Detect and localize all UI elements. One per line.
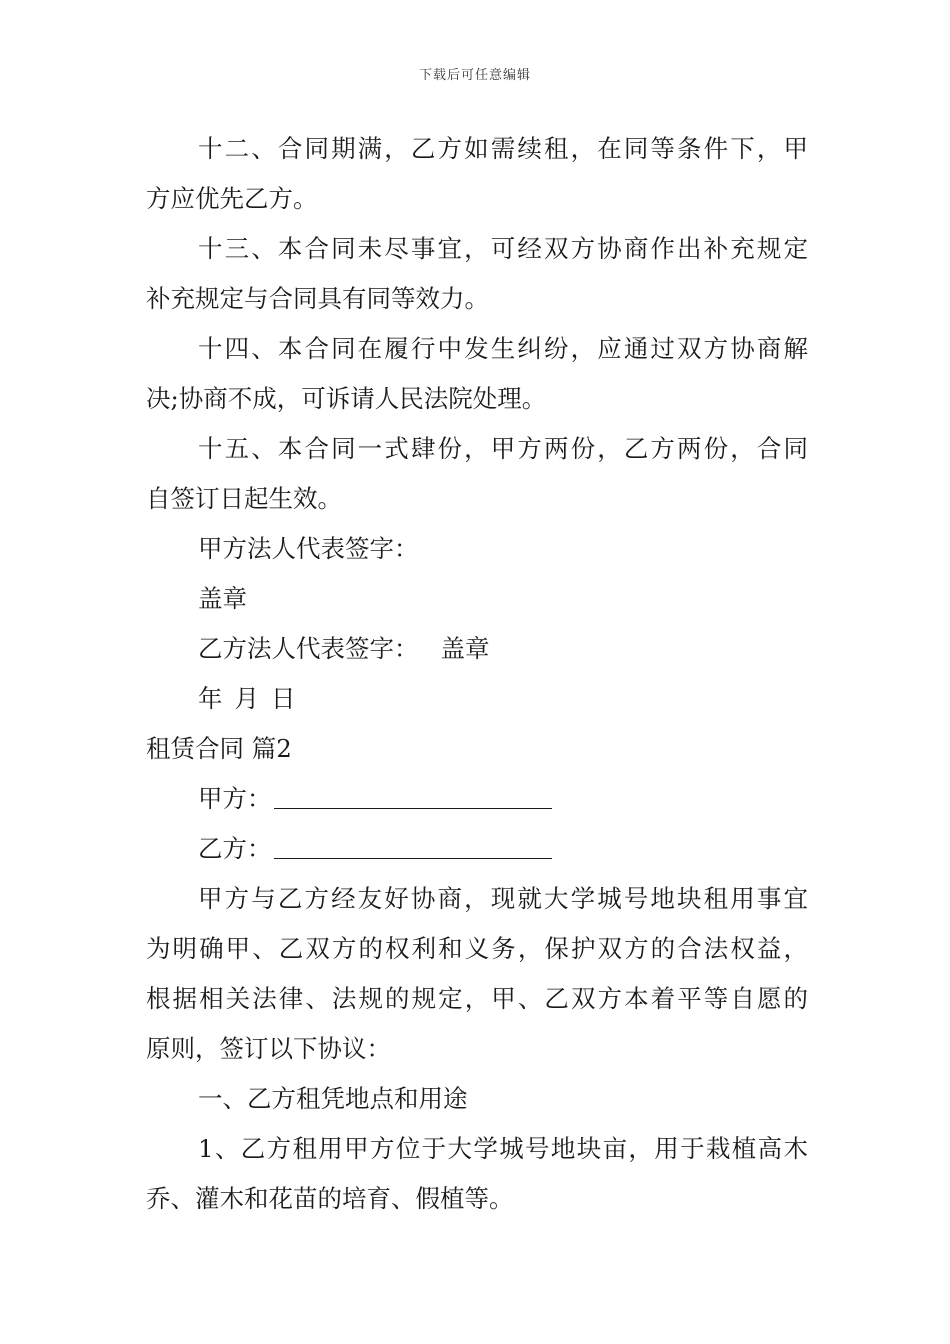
signature-party-a: 甲方法人代表签字：	[198, 534, 419, 563]
party-b-row	[146, 824, 808, 874]
document-body	[146, 124, 808, 1224]
party-a-blank	[274, 780, 552, 809]
intro-line-1: 甲方与乙方经友好协商，现就大学城号地块租用事宜	[198, 884, 808, 913]
section-title: 租赁合同 篇2	[146, 734, 292, 763]
intro-line-2: 为明确甲、乙双方的权利和义务，保护双方的合法权益，	[146, 934, 808, 963]
signature-party-b: 乙方法人代表签字：	[198, 634, 419, 663]
clause-15-line-2: 自签订日起生效。	[146, 484, 342, 513]
item-1-line-1: 1、乙方租用甲方位于大学城号地块亩，用于栽植高木	[198, 1134, 808, 1163]
date-year: 年	[198, 684, 223, 713]
clause-12-line-1: 十二、合同期满，乙方如需续租，在同等条件下，甲	[198, 134, 808, 163]
party-a-row	[146, 774, 808, 824]
item-heading: 一、乙方租凭地点和用途	[198, 1084, 468, 1113]
date-day: 日	[271, 684, 296, 713]
seal-party-a: 盖章	[198, 584, 247, 613]
item-1-line-2: 乔、灌木和花苗的培育、假植等。	[146, 1184, 514, 1213]
date-month: 月	[234, 684, 259, 713]
signature-party-b-row	[146, 624, 808, 674]
date-row	[146, 674, 808, 724]
seal-party-b: 盖章	[440, 634, 490, 663]
clause-15-line-1: 十五、本合同一式肆份，甲方两份，乙方两份，合同	[198, 434, 808, 463]
clause-12-line-2: 方应优先乙方。	[146, 184, 318, 213]
header-note: 下载后可任意编辑	[418, 68, 531, 83]
party-a-label: 甲方：	[198, 784, 272, 813]
party-b-label: 乙方：	[198, 834, 272, 863]
intro-line-4: 原则，签订以下协议：	[146, 1034, 391, 1063]
intro-line-3: 根据相关法律、法规的规定，甲、乙双方本着平等自愿的	[146, 984, 808, 1013]
clause-14-line-2: 决;协商不成，可诉请人民法院处理。	[146, 384, 547, 413]
clause-13-line-1: 十三、本合同未尽事宜，可经双方协商作出补充规定	[198, 234, 808, 263]
clause-13-line-2: 补充规定与合同具有同等效力。	[146, 284, 489, 313]
party-b-blank	[274, 830, 552, 859]
clause-14-line-1: 十四、本合同在履行中发生纠纷，应通过双方协商解	[198, 334, 808, 363]
